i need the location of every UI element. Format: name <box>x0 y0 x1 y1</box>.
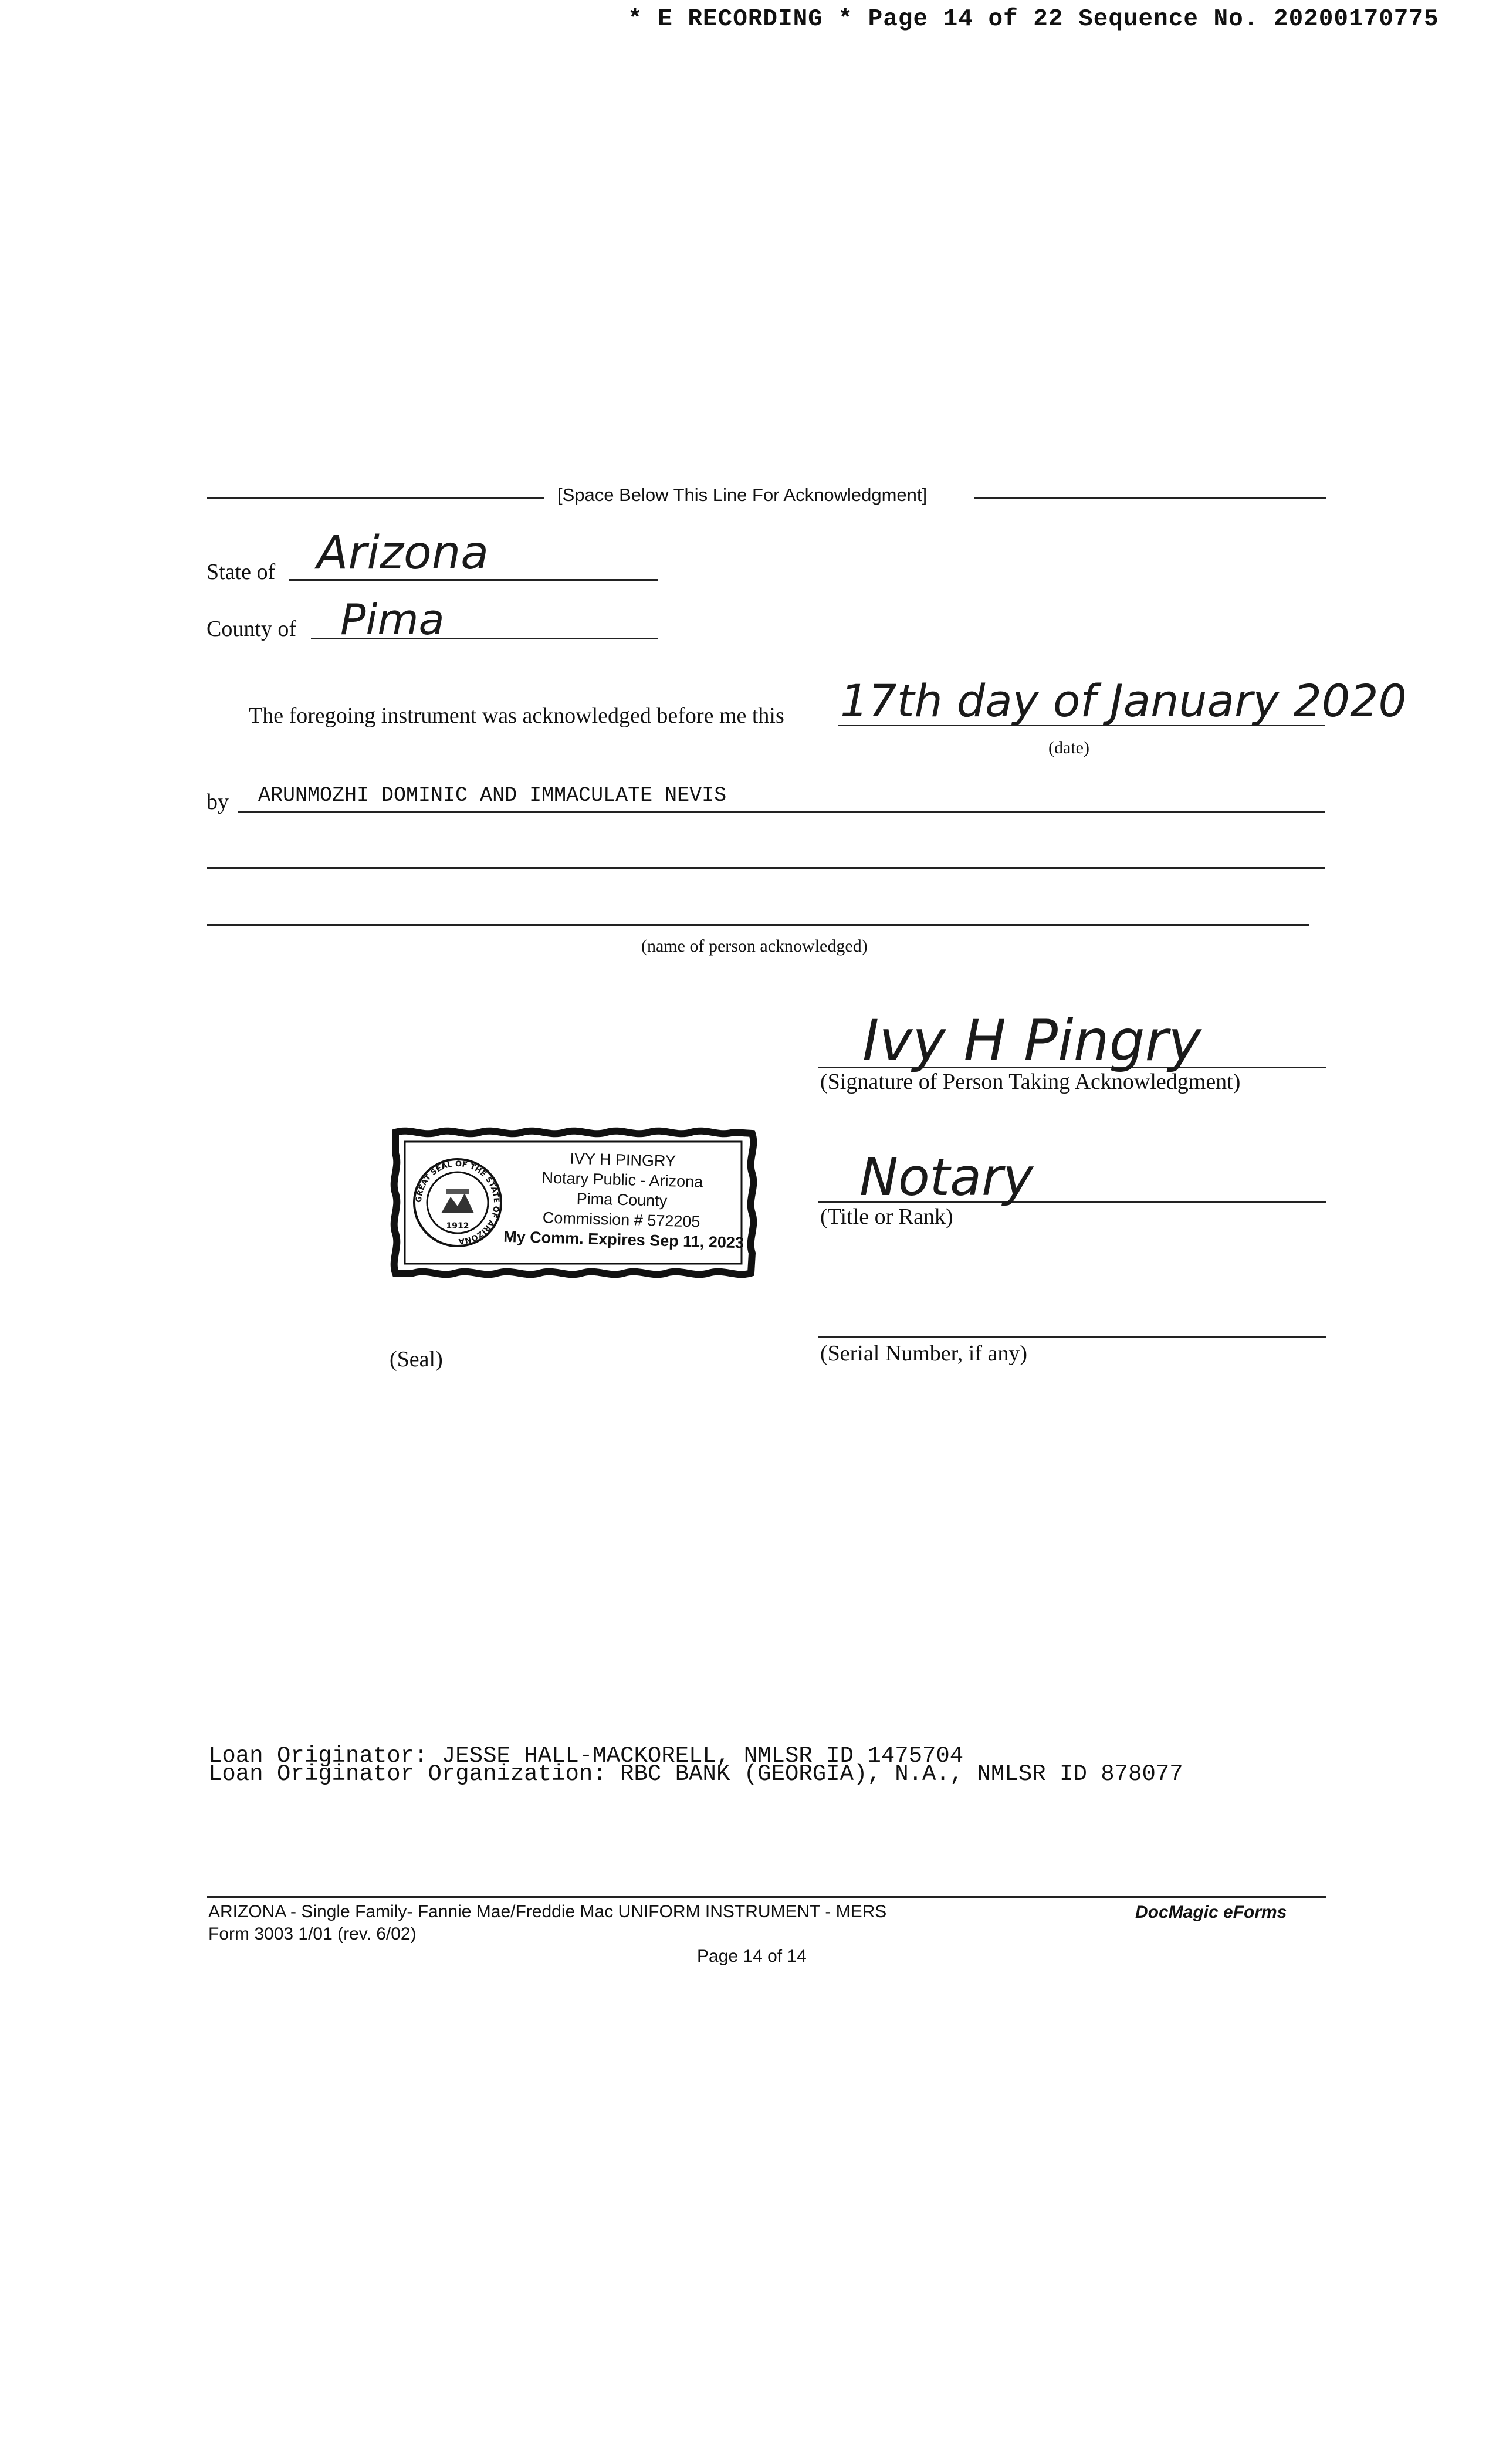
county-value: Pima <box>340 595 445 644</box>
by-line <box>238 811 1325 813</box>
foregoing-text: The foregoing instrument was acknowledged before me this <box>249 703 784 728</box>
notary-stamp <box>387 1126 760 1280</box>
county-label: County of <box>207 617 297 641</box>
title-value: Notary <box>859 1147 1034 1207</box>
acknowledgment-heading: [Space Below This Line For Acknowledgment] <box>557 485 928 505</box>
stamp-line-4: My Comm. Expires Sep 11, 2023 <box>503 1227 744 1252</box>
seal-caption: (Seal) <box>390 1347 443 1372</box>
heading-rule-left <box>207 497 544 499</box>
by-label: by <box>207 790 229 814</box>
stamp-line-2: Pima County <box>576 1189 668 1210</box>
footer-rule <box>207 1896 1326 1898</box>
name-line-2 <box>207 867 1325 869</box>
heading-rule-right <box>974 497 1326 499</box>
footer-page-number: Page 14 of 14 <box>697 1947 807 1966</box>
footer-form-title: ARIZONA - Single Family- Fannie Mae/Freddie Mac UNIFORM INSTRUMENT - MERS <box>208 1902 887 1921</box>
signature-value: Ivy H Pingry <box>862 1008 1201 1074</box>
stamp-line-3: Commission # 572205 <box>542 1209 700 1231</box>
name-line-3 <box>207 924 1309 926</box>
stamp-line-1: Notary Public - Arizona <box>541 1169 703 1191</box>
serial-caption: (Serial Number, if any) <box>820 1341 1028 1366</box>
state-label: State of <box>207 560 276 584</box>
arizona-seal-icon <box>411 1156 505 1250</box>
signature-caption: (Signature of Person Taking Acknowledgment) <box>820 1069 1241 1094</box>
name-caption: (name of person acknowledged) <box>641 936 868 956</box>
date-value: 17th day of January 2020 <box>840 675 1407 727</box>
title-caption: (Title or Rank) <box>820 1204 953 1229</box>
stamp-notary-name: IVY H PINGRY <box>570 1149 676 1170</box>
seal-year: 1912 <box>446 1221 469 1231</box>
by-value: ARUNMOZHI DOMINIC AND IMMACULATE NEVIS <box>258 784 727 807</box>
docmagic-logo: DocMagic eForms <box>1135 1903 1287 1922</box>
date-caption: (date) <box>1048 738 1089 757</box>
footer-form-number: Form 3003 1/01 (rev. 6/02) <box>208 1924 417 1944</box>
state-value: Arizona <box>317 527 489 580</box>
loan-originator-line-1: Loan Originator: JESSE HALL-MACKORELL, NMLSR ID 1475704 <box>208 1743 964 1769</box>
seal-ring-text: GREAT SEAL OF THE STATE OF ARIZONA <box>414 1159 501 1246</box>
recording-header: * E RECORDING * Page 14 of 22 Sequence No. 20200170775 <box>628 6 1439 33</box>
loan-originator-line-2: Loan Originator Organization: RBC BANK (GEORGIA), N.A., NMLSR ID 878077 <box>208 1761 1183 1787</box>
serial-line <box>818 1336 1326 1338</box>
